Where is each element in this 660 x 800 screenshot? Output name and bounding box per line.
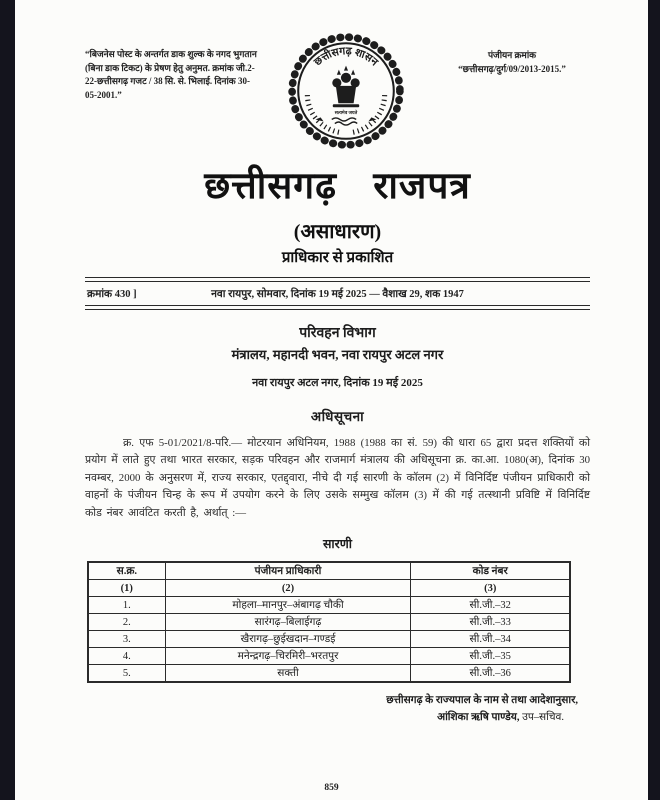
registration-number: “छत्तीसगढ़/दुर्ग/09/2013-2015.” xyxy=(458,64,566,75)
emblem-motto-text: सत्यमेव जयते xyxy=(334,110,357,116)
table-subheader-row xyxy=(88,580,570,597)
header-code: कोड नंबर xyxy=(411,562,570,580)
signatory-name: आंशिका ऋषि पाण्डेय, xyxy=(437,712,520,724)
header-authority: पंजीयन प्राधिकारी xyxy=(165,562,411,580)
cell-serial: 3. xyxy=(88,631,165,648)
table-row xyxy=(88,665,570,683)
by-order-line: छत्तीसगढ़ के राज्यपाल के नाम से तथा आदेशानुसार, xyxy=(386,695,578,707)
cell-code: सी.जी.–36 xyxy=(411,665,570,683)
department-name: परिवहन विभाग xyxy=(299,326,376,341)
cell-serial: 5. xyxy=(88,665,165,683)
header-serial: स.क्र. xyxy=(88,562,165,580)
masthead-rule-block xyxy=(85,277,590,310)
table-row xyxy=(88,614,570,631)
gazette-subtitle: (असाधारण) xyxy=(293,221,382,243)
registration-note xyxy=(434,48,590,77)
cell-serial: 4. xyxy=(88,648,165,665)
table-heading: सारणी xyxy=(322,537,353,552)
signatory-title: उप–सचिव. xyxy=(522,712,564,724)
cell-code: सी.जी.–33 xyxy=(411,614,570,631)
gazette-title: छत्तीसगढ़ राजपत्र xyxy=(204,166,471,207)
table-row xyxy=(88,597,570,614)
gazette-page xyxy=(15,0,648,800)
cell-code: सी.जी.–32 xyxy=(411,597,570,614)
place-and-date-line: नवा रायपुर अटल नगर, दिनांक 19 मई 2025 xyxy=(252,377,423,389)
cell-code: सी.जी.–35 xyxy=(411,648,570,665)
signatory-line xyxy=(85,710,590,727)
cell-authority: मोहला–मानपुर–अंबागढ़ चौकी xyxy=(165,597,411,614)
subheader-2: (2) xyxy=(165,580,411,597)
cell-authority: खैरागढ़–छुईखदान–गण्डई xyxy=(165,631,411,648)
issue-date-row xyxy=(85,282,590,305)
registration-label: पंजीयन क्रमांक xyxy=(487,50,537,60)
department-address: मंत्रालय, महानदी भवन, नवा रायपुर अटल नगर xyxy=(231,347,444,362)
issue-number: क्रमांक 430 ] xyxy=(87,289,137,300)
published-by-authority-line: प्राधिकार से प्रकाशित xyxy=(281,250,394,266)
cell-authority: सक्ती xyxy=(165,665,411,683)
page-number: 859 xyxy=(324,783,339,793)
notification-body: क्र. एफ 5-01/2021/8-परि.— मोटरयान अधिनियम, 1988 (1988 का सं. 59) की धारा 65 द्वारा प्रदत्त शक्तियों को प्रयोग में लाते हुए तथा भारत सरकार, सड़क परिवहन और राजमार्ग मंत्रालय की अधिसूचना क्र. का.आ. 1080(अ), दिनांक 30 नवम्बर, 2000 के अनुसरण में, राज्य सरकार, एतद्द्वारा, नीचे दी गई सारणी के कॉलम (2) में विनिर्दिष्ट पंजीयन प्राधिकारी को वाहनों के पंजीयन चिन्ह के रूप में उपयोग करने के लिए उसके सम्मुख कॉलम (3) में की गई तत्स्थानी प्रविष्टि में विनिर्दिष्ट कोड नंबर आवंटित करती है, अर्थात् :— xyxy=(85,437,590,519)
cell-authority: मनेन्द्रगढ़–चिरमिरी–भरतपुर xyxy=(165,648,411,665)
chhattisgarh-government-emblem-icon xyxy=(285,30,407,152)
subheader-1: (1) xyxy=(88,580,165,597)
issue-date-line: नवा रायपुर, सोमवार, दिनांक 19 मई 2025 — वैशाख 29, शक 1947 xyxy=(211,289,464,300)
page-content xyxy=(15,0,648,727)
table-row xyxy=(88,648,570,665)
cell-serial: 2. xyxy=(88,614,165,631)
notification-heading: अधिसूचना xyxy=(310,409,365,424)
signature-block xyxy=(85,693,590,727)
cell-code: सी.जी.–34 xyxy=(411,631,570,648)
postal-permission-note: “बिजनेस पोस्ट के अन्तर्गत डाक शुल्क के नगद भुगतान (बिना डाक टिकट) के प्रेषण हेतु अनुमत. क्रमांक जी.2-22-छत्तीसगढ़ गजट / 38 सि. से. भिलाई. दिनांक 30-05-2001.” xyxy=(85,49,257,100)
emblem-state-text: छत्तीसगढ़ शासन xyxy=(311,45,380,69)
subheader-3: (3) xyxy=(411,580,570,597)
masthead-header xyxy=(85,28,590,152)
cell-authority: सारंगढ़–बिलाईगढ़ xyxy=(165,614,411,631)
table-header-row xyxy=(88,562,570,580)
emblem-svg xyxy=(285,30,407,152)
table-row xyxy=(88,631,570,648)
double-rule-bottom xyxy=(85,305,590,310)
cell-serial: 1. xyxy=(88,597,165,614)
registration-code-table xyxy=(87,561,571,683)
